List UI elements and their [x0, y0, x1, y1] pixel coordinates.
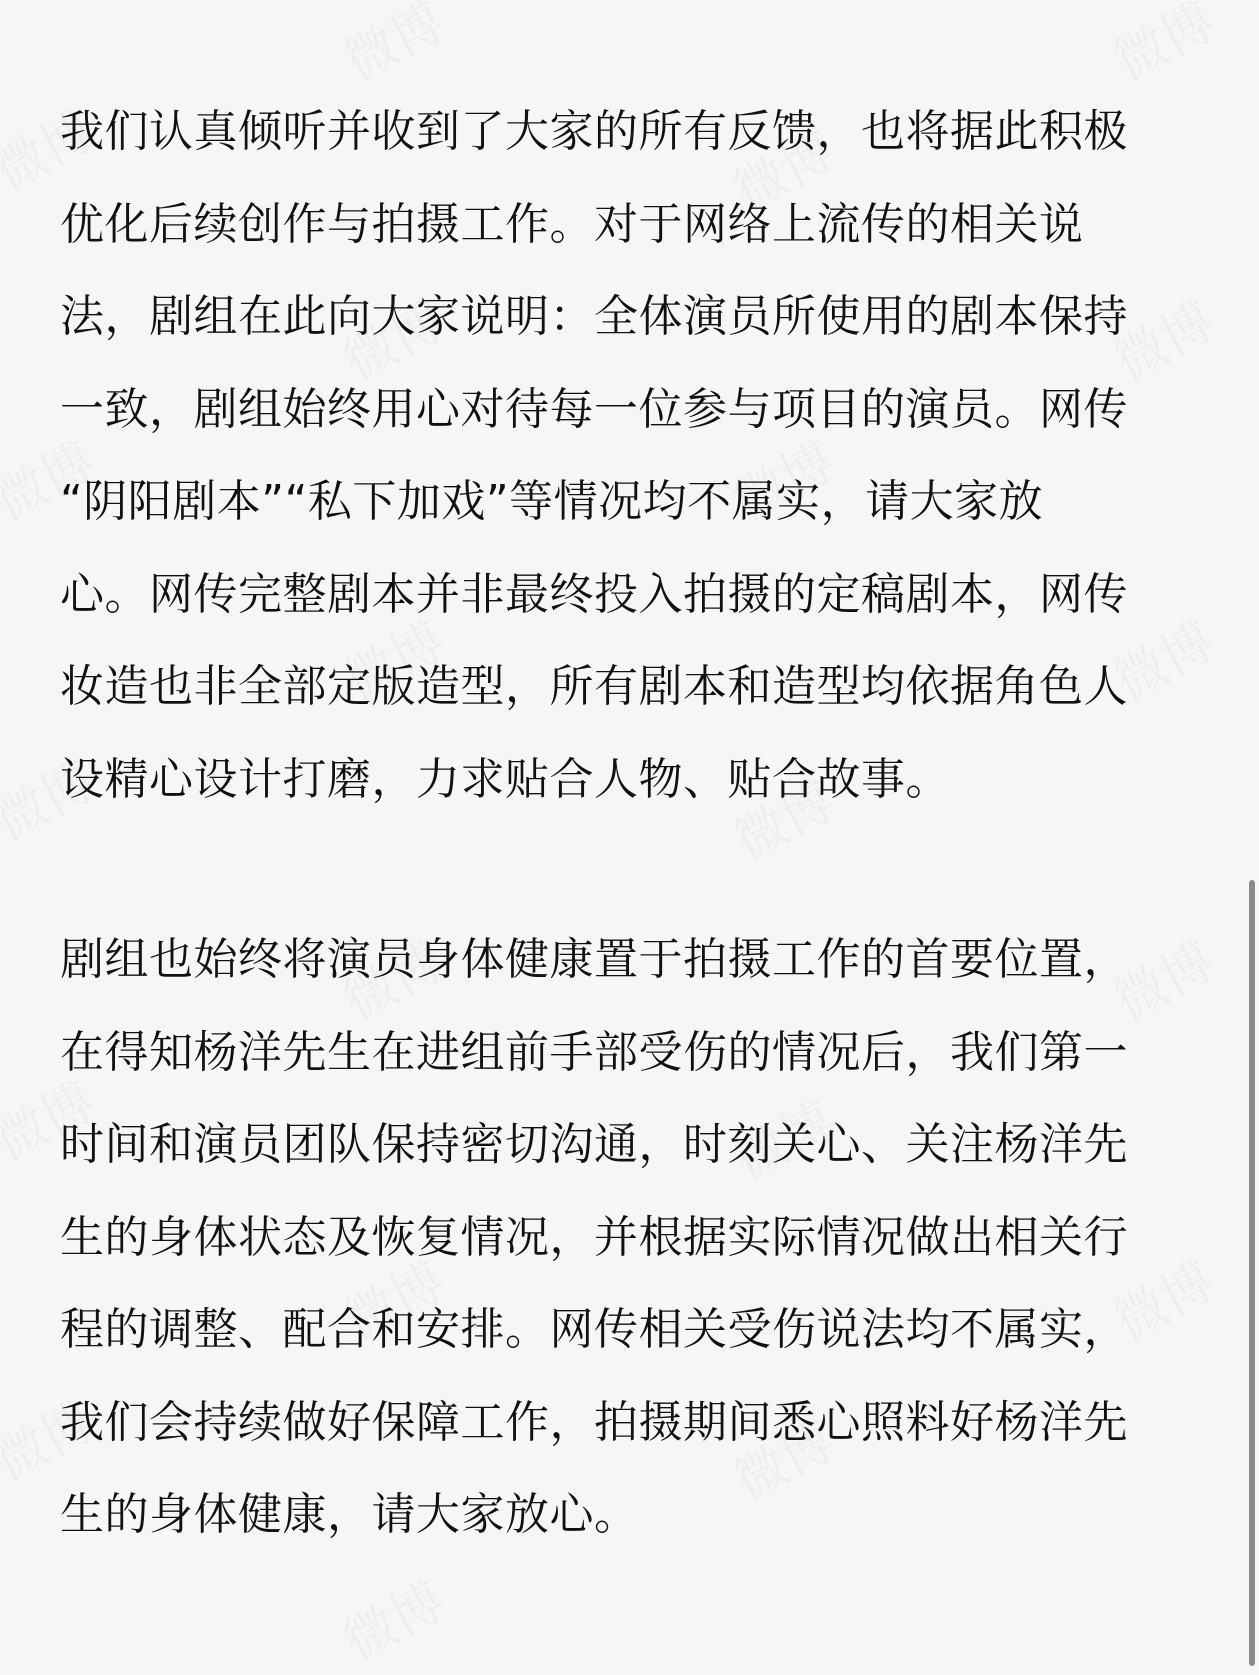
text-line: 一致，剧组始终用心对待每一位参与项目的演员。网传 — [60, 383, 1128, 435]
paragraph-script-clarification — [60, 86, 1180, 826]
paragraph-actor-health — [60, 914, 1180, 1562]
text-line: 生的身体健康，请大家放心。 — [60, 1489, 639, 1540]
text-line: 设精心设计打磨，力求贴合人物、贴合故事。 — [60, 753, 950, 805]
text-line: 我们会持续做好保障工作，拍摄期间悉心照料好杨洋先 — [60, 1396, 1128, 1448]
text-line: 妆造也非全部定版造型，所有剧本和造型均依据角色人 — [60, 661, 1128, 712]
text-line: “阴阳剧本”“私下加戏”等情况均不属实，请大家放 — [60, 476, 1044, 527]
text-line: 我们认真倾听并收到了大家的所有反馈，也将据此积极 — [60, 106, 1128, 157]
vertical-scrollbar[interactable] — [1241, 880, 1259, 1666]
paragraph-spacer — [60, 826, 1180, 914]
text-line: 在得知杨洋先生在进组前手部受伤的情况后，我们第一 — [60, 1026, 1128, 1078]
text-line: 心。网传完整剧本并非最终投入拍摄的定稿剧本，网传 — [60, 568, 1128, 620]
watermark — [328, 0, 455, 95]
watermark — [1098, 0, 1225, 95]
text-line: 程的调整、配合和安排。网传相关受伤说法均不属实， — [60, 1304, 1128, 1355]
article-body — [60, 86, 1180, 1562]
text-line: 时间和演员团队保持密切沟通，时刻关心、关注杨洋先 — [60, 1119, 1128, 1170]
text-line: 法，剧组在此向大家说明：全体演员所使用的剧本保持 — [60, 291, 1128, 342]
scrollbar-thumb[interactable] — [1249, 880, 1255, 1666]
text-line: 剧组也始终将演员身体健康置于拍摄工作的首要位置， — [60, 934, 1128, 985]
text-line: 优化后续创作与拍摄工作。对于网络上流传的相关说 — [60, 198, 1084, 250]
watermark — [328, 1560, 455, 1675]
text-line: 生的身体状态及恢复情况，并根据实际情况做出相关行 — [60, 1211, 1128, 1263]
